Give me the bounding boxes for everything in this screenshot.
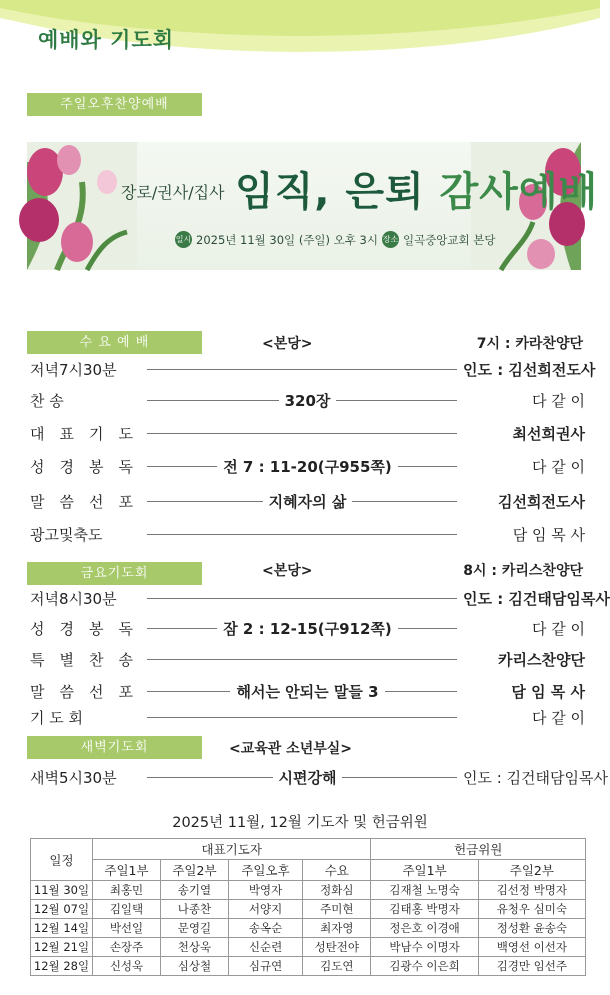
- table-cell: 심규연: [228, 957, 302, 976]
- page-title: 예배와 기도회: [38, 28, 175, 52]
- dawn-location: <교육관 소년부실>: [229, 741, 353, 757]
- table-cell: 최자영: [303, 919, 371, 938]
- place-badge: 장소: [382, 231, 399, 248]
- wednesday-location: <본당>: [262, 336, 313, 352]
- wednesday-service-tag: 수 요 예 배: [27, 331, 202, 354]
- leader-line: [147, 659, 457, 660]
- service-banner: [27, 142, 599, 270]
- table-row: [31, 938, 586, 957]
- leader-line: [147, 717, 457, 718]
- banner-title: [235, 160, 598, 217]
- sunday-service-tag: 주일오후찬양예배: [27, 93, 202, 116]
- table-cell: 심상철: [160, 957, 228, 976]
- col-subheader: 주일1부: [371, 860, 478, 881]
- table-cell-date: 12월 07일: [31, 900, 93, 919]
- program-leader: 다 같 이: [457, 456, 585, 477]
- program-label: 대표기도: [30, 425, 148, 443]
- col-prayer-header: 대표기도자: [93, 839, 371, 860]
- banner-title-accent: 감사예배: [439, 169, 599, 215]
- wednesday-choir: 7시 : 카라찬양단: [476, 336, 583, 352]
- table-row: [31, 881, 586, 900]
- program-row: [30, 678, 585, 704]
- table-cell: 송기열: [160, 881, 228, 900]
- program-row: [30, 420, 585, 446]
- table-cell-date: 12월 21일: [31, 938, 93, 957]
- col-subheader: 수요: [303, 860, 371, 881]
- program-row: [30, 764, 609, 790]
- col-subheader: 주일1부: [93, 860, 161, 881]
- program-row: [30, 585, 610, 611]
- schedule-table-title: 2025년 11월, 12월 기도자 및 헌금위원: [172, 815, 428, 831]
- program-label: 특별찬송: [30, 651, 148, 669]
- col-subheader: 주일오후: [228, 860, 302, 881]
- program-label: 말씀선포: [30, 493, 148, 511]
- program-leader: 담 임 목 사: [457, 681, 585, 702]
- program-detail-text: 잠 2 : 12-15(구912쪽): [217, 620, 398, 638]
- table-cell: 정성환 윤송숙: [478, 919, 585, 938]
- table-cell: 김재철 노명숙: [371, 881, 478, 900]
- table-row: [31, 900, 586, 919]
- table-cell: 신순련: [228, 938, 302, 957]
- table-cell: 김일택: [93, 900, 161, 919]
- program-row: [30, 488, 585, 514]
- table-cell: 성탄전야: [303, 938, 371, 957]
- leader-line: [147, 369, 457, 370]
- table-row: [31, 957, 586, 976]
- date-badge: 일시: [175, 231, 192, 248]
- tulip-left-image: [27, 142, 137, 270]
- leader-line: [147, 534, 457, 535]
- program-detail-text: 시편강해: [273, 769, 343, 787]
- table-cell: 송옥순: [228, 919, 302, 938]
- program-detail-text: 해서는 안되는 말들 3: [230, 683, 384, 701]
- program-label: 성경봉독: [30, 620, 148, 638]
- program-label: 찬 송: [30, 392, 64, 410]
- friday-service-tag: 금요기도회: [27, 562, 202, 585]
- table-row: [31, 919, 586, 938]
- table-cell: 손장주: [93, 938, 161, 957]
- table-cell-date: 12월 14일: [31, 919, 93, 938]
- program-leader: 인도 : 김건태담임목사: [457, 588, 585, 609]
- table-cell: 천상욱: [160, 938, 228, 957]
- banner-place: 일곡중앙교회 본당: [402, 232, 496, 247]
- table-cell: 박영자: [228, 881, 302, 900]
- program-leader: 인도 : 김건태담임목사: [457, 767, 585, 788]
- table-cell-date: 11월 30일: [31, 881, 93, 900]
- banner-date: 2025년 11월 30일 (주일) 오후 3시: [196, 232, 378, 247]
- table-cell: 김태홍 박명자: [371, 900, 478, 919]
- col-date-header: 일정: [31, 839, 93, 881]
- table-cell: 정화심: [303, 881, 371, 900]
- friday-location: <본당>: [262, 563, 313, 579]
- program-leader: 다 같 이: [457, 707, 585, 728]
- program-leader: 담 임 목 사: [457, 524, 585, 545]
- program-label: 광고및축도: [30, 526, 103, 544]
- friday-choir: 8시 : 카리스찬양단: [463, 563, 583, 579]
- table-cell: 정은호 이경애: [371, 919, 478, 938]
- program-label: 저녁7시30분: [30, 361, 117, 379]
- col-subheader: 주일2부: [160, 860, 228, 881]
- table-cell: 서양지: [228, 900, 302, 919]
- program-row: [30, 615, 585, 641]
- program-leader: 인도 : 김선희전도사: [457, 359, 585, 380]
- leader-line: [147, 433, 457, 434]
- banner-subtitle: 장로/권사/집사: [121, 183, 225, 202]
- leader-line: [147, 598, 457, 599]
- dawn-prayer-tag: 새벽기도회: [27, 736, 202, 759]
- table-cell: 박남수 이명자: [371, 938, 478, 957]
- program-row: [30, 387, 585, 413]
- col-offering-header: 헌금위원: [371, 839, 586, 860]
- program-detail-text: 지혜자의 삶: [263, 493, 353, 511]
- program-label: 기 도 회: [30, 709, 84, 727]
- program-leader: 카리스찬양단: [457, 649, 585, 670]
- program-leader: 다 같 이: [457, 618, 585, 639]
- program-row: [30, 356, 596, 382]
- program-row: [30, 646, 585, 672]
- program-row: [30, 453, 585, 479]
- table-cell: 김광수 이은희: [371, 957, 478, 976]
- table-cell: 김경만 임선주: [478, 957, 585, 976]
- program-row: [30, 521, 585, 547]
- table-cell: 최홍민: [93, 881, 161, 900]
- banner-title-main: 임직, 은퇴: [235, 169, 425, 215]
- program-detail-text: 320장: [279, 392, 337, 410]
- program-label: 말씀선포: [30, 683, 148, 701]
- program-leader: 최선희권사: [457, 423, 585, 444]
- program-leader: 다 같 이: [457, 390, 585, 411]
- banner-info: [175, 231, 496, 248]
- schedule-table: [30, 838, 586, 976]
- table-cell: 김도연: [303, 957, 371, 976]
- program-label: 저녁8시30분: [30, 590, 117, 608]
- table-cell: 나종찬: [160, 900, 228, 919]
- table-cell: 문영길: [160, 919, 228, 938]
- program-label: 새벽5시30분: [30, 769, 117, 787]
- program-row: [30, 704, 585, 730]
- table-cell: 신성욱: [93, 957, 161, 976]
- program-detail-text: 전 7 : 11-20(구955쪽): [217, 458, 398, 476]
- table-cell: 김선정 박명자: [478, 881, 585, 900]
- col-subheader: 주일2부: [478, 860, 585, 881]
- program-leader: 김선희전도사: [457, 491, 585, 512]
- program-label: 성경봉독: [30, 458, 148, 476]
- table-cell: 박선일: [93, 919, 161, 938]
- table-cell: 주미현: [303, 900, 371, 919]
- table-cell: 유청우 심미숙: [478, 900, 585, 919]
- table-cell-date: 12월 28일: [31, 957, 93, 976]
- table-cell: 백영선 이선자: [478, 938, 585, 957]
